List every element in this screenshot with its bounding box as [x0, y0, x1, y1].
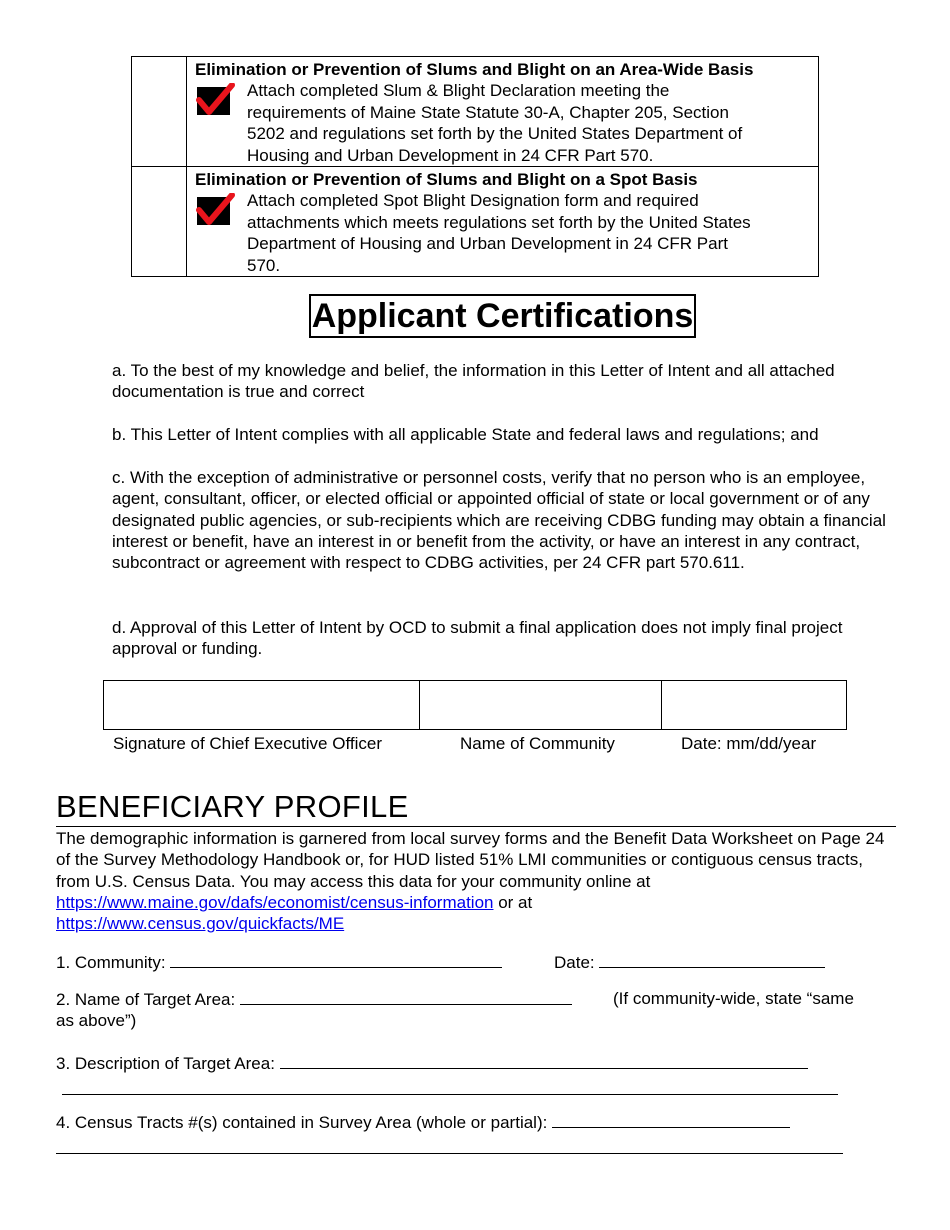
objective-row-area-wide: [132, 57, 819, 167]
national-objective-table: [131, 56, 819, 277]
checkmark-icon: [195, 190, 247, 276]
census-tracts-input[interactable]: [552, 1111, 790, 1128]
certification-a: a. To the best of my knowledge and belief, the information in this Letter of Intent and all attached documentation is true and correct: [112, 361, 835, 402]
target-area-name-label: 2. Name of Target Area:: [56, 990, 236, 1009]
objective-select-cell[interactable]: [132, 57, 187, 167]
objective-content-cell: [187, 167, 819, 277]
objective-content-cell: [187, 57, 819, 167]
community-input[interactable]: [170, 951, 502, 968]
certification-b: b. This Letter of Intent complies with all applicable State and federal laws and regulations; and: [112, 425, 819, 444]
objective-heading: Elimination or Prevention of Slums and Blight on a Spot Basis: [195, 170, 698, 189]
objective-description: Attach completed Slum & Blight Declaration meeting the requirements of Maine State Statute 30-A, Chapter 205, Section 5202 and regulations set forth by the United States Department of Housing and Urban Development in 24 CFR Part 570.: [247, 81, 743, 165]
date-box[interactable]: [661, 680, 847, 730]
date-field: [554, 951, 825, 974]
census-quickfacts-link[interactable]: https://www.census.gov/quickfacts/ME: [56, 914, 345, 934]
checkmark-icon: [195, 80, 247, 166]
target-area-description-field: [56, 1052, 808, 1075]
certifications-title: Applicant Certifications: [309, 294, 696, 338]
objective-description: Attach completed Spot Blight Designation form and required attachments which meets regulations set forth by the United States Department of Housing and Urban Development in 24 CFR Part 570.: [247, 191, 751, 275]
objective-select-cell[interactable]: [132, 167, 187, 277]
community-label: 1. Community:: [56, 953, 166, 972]
target-area-name-input[interactable]: [240, 988, 572, 1005]
target-area-note-continued: as above”): [56, 1011, 137, 1030]
community-field: [56, 951, 502, 974]
target-area-note: (If community-wide, state “same: [613, 989, 854, 1008]
certification-d: d. Approval of this Letter of Intent by OCD to submit a final application does not imply final project approval or funding.: [112, 618, 843, 659]
maine-census-link[interactable]: https://www.maine.gov/dafs/economist/census-information: [56, 892, 494, 912]
beneficiary-intro: The demographic information is garnered from local survey forms and the Benefit Data Worksheet on Page 24 of the Survey Methodology Handbook or, for HUD listed 51% LMI communities or contiguous census tracts, from U.S. Census Data. You may access this data for your community online at https://www.maine.gov/dafs/economist/census-information or at https://www.census.gov/quickfacts/ME: [56, 829, 885, 934]
beneficiary-profile-title: BENEFICIARY PROFILE: [56, 789, 409, 824]
community-name-box[interactable]: [419, 680, 662, 730]
target-area-name-field: [56, 988, 572, 1011]
date-input[interactable]: [599, 951, 825, 968]
objective-row-spot: [132, 167, 819, 277]
certification-c: c. With the exception of administrative or personnel costs, verify that no person who is an employee, agent, consultant, officer, or elected official or appointed official of state or local government or of any designated public agencies, or sub-recipients which are receiving CDBG funding may obtain a financial interest or benefit, have an interest in or benefit from the activity, or have an interest in any contract, subcontract or agreement with respect to CDBG activities, per 24 CFR part 570.611.: [112, 468, 886, 573]
ceo-signature-label: Signature of Chief Executive Officer: [113, 734, 382, 753]
census-tracts-label: 4. Census Tracts #(s) contained in Survey Area (whole or partial):: [56, 1113, 548, 1132]
community-name-label: Name of Community: [460, 734, 615, 753]
target-area-description-input[interactable]: [280, 1052, 808, 1069]
date-label: Date: mm/dd/year: [681, 734, 817, 753]
target-area-description-line-2[interactable]: [62, 1094, 838, 1095]
census-tracts-line-2[interactable]: [56, 1153, 843, 1154]
census-tracts-field: [56, 1111, 790, 1134]
target-area-description-label: 3. Description of Target Area:: [56, 1054, 275, 1073]
section-divider: [56, 826, 896, 827]
date-field-label: Date:: [554, 953, 595, 972]
objective-heading: Elimination or Prevention of Slums and Blight on an Area-Wide Basis: [195, 60, 754, 79]
ceo-signature-box[interactable]: [103, 680, 420, 730]
